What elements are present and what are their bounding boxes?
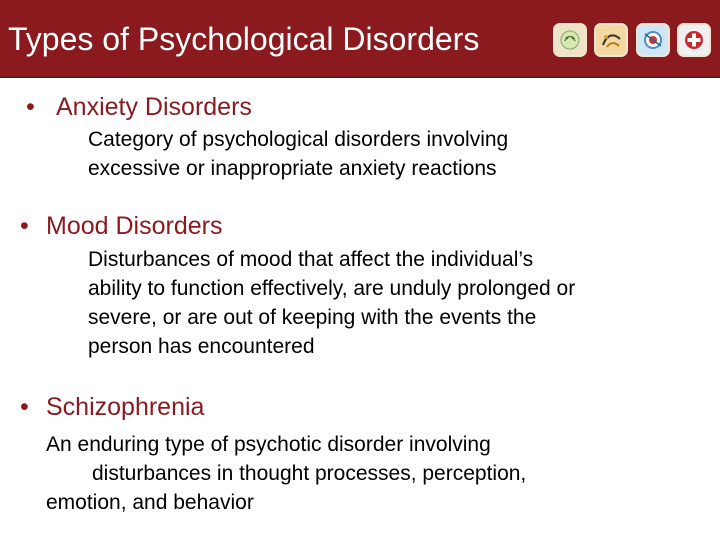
mood-thumbnail-icon [594,23,628,57]
description-line: person has encountered [88,335,315,358]
schizophrenia-description [46,430,526,517]
description-line: ability to function effectively, are unduly prolonged or [88,277,576,300]
anxiety-bullet: • [26,93,35,121]
description-line: An enduring type of psychotic disorder involving [46,433,491,456]
slide-content [0,78,720,540]
title-bar [0,0,720,78]
anxiety-disorders-heading: Anxiety Disorders [56,93,252,121]
schizophrenia-thumbnail-icon [636,23,670,57]
mood-bullet: • [20,212,29,240]
description-line: excessive or inappropriate anxiety reactions [88,157,497,180]
mood-disorders-description [88,245,575,361]
description-line: disturbances in thought processes, perception, [92,462,527,485]
description-line: emotion, and behavior [46,491,254,514]
description-line: severe, or are out of keeping with the events the [88,306,537,329]
description-line: Disturbances of mood that affect the individual’s [88,248,534,271]
schizophrenia-bullet: • [20,393,29,421]
mood-disorders-heading: Mood Disorders [46,212,223,240]
slide-title: Types of Psychological Disorders [8,21,480,57]
anxiety-thumbnail-icon [553,23,587,57]
anxiety-disorders-description [88,125,508,183]
thumbnail-icon-row [553,23,713,59]
medical-thumbnail-icon [677,23,711,57]
schizophrenia-heading: Schizophrenia [46,393,205,421]
description-line: Category of psychological disorders involving [88,128,509,151]
